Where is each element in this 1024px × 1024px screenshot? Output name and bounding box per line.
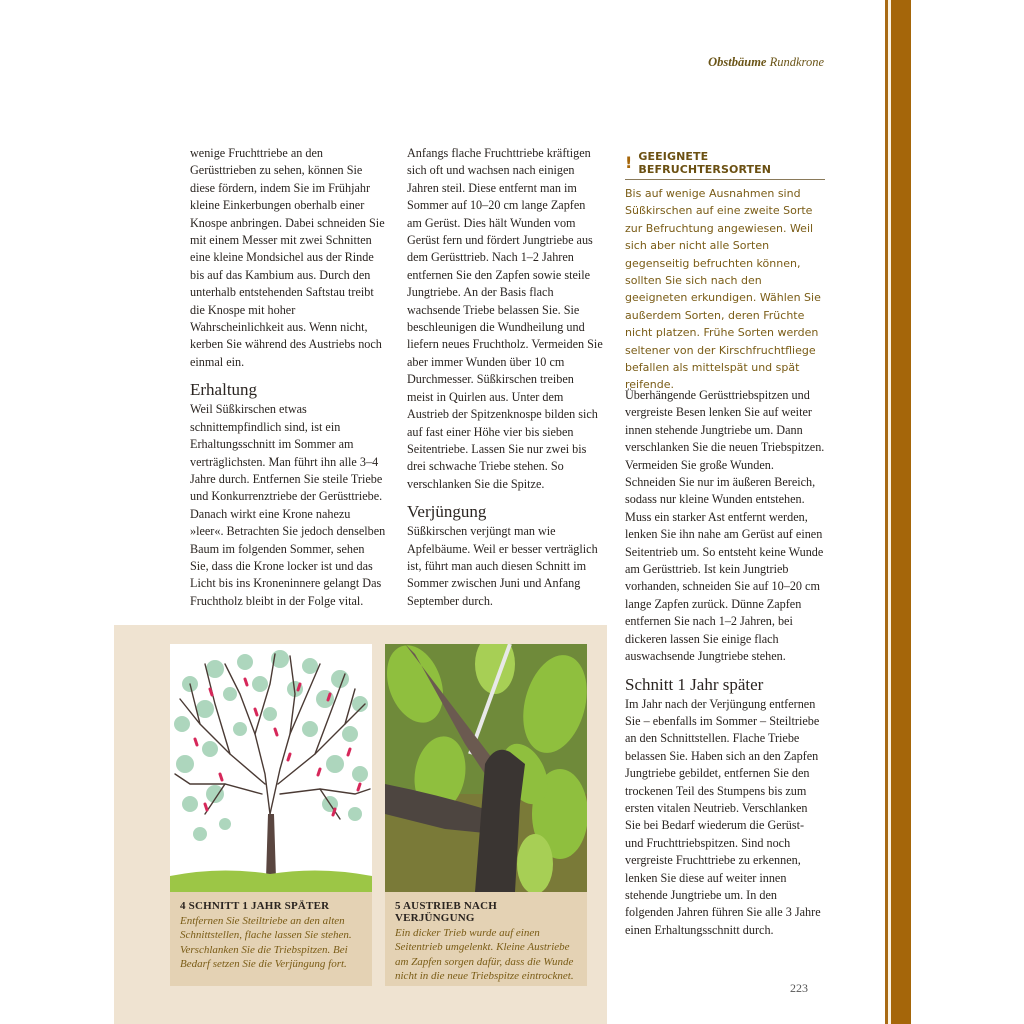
paragraph: Süßkirschen verjüngt man wie Apfelbäume. Weil er besser verträglich ist, führt man auch diesen Schnitt im Sommer zwischen Juni und Anfang September durch. [407, 524, 598, 608]
paragraph: Anfangs flache Fruchttriebe kräftigen sich oft und wachsen nach einigen Jahren steil. Diese entfernt man im Sommer auf 10–20 cm lange Zapfen am Gerüst. Dies hält Wunden vom Gerüst fern und fördert Jungtriebe aus dem Gerüsttrieb. Nach 1–2 Jahren entfernen Sie den Zapfen sowie steile Jungtriebe. An der Basis flach wachsende Triebe belassen Sie. Sie beschleunigen die Wundheilung und liefern neues Fruchtholz. Vermeiden Sie aber immer Wunden über 10 cm Durchmesser. Süßkirschen treiben meist in Quirlen aus. Unter dem Austrieb der Spitzenknospe bilden sich auf fast einer Höhe vier bis sieben Seitentriebe. Lassen Sie nur zwei bis drei schwache Triebe stehen. So verschlanken Sie die Spitze. [407, 146, 603, 491]
tip-text: Bis auf wenige Ausnahmen sind Süßkirschen auf eine zweite Sorte zur Befruchtung angewiesen. Weil sich aber nicht alle Sorten gegenseitig befruchten können, sollten Sie sich nach den geeigneten erkundigen. Wählen Sie außerdem Sorten, deren Früchte nicht platzen. Frühe Sorten werden seltener von der Kirschfruchtfliege befallen als mittelspät und spät reifende. [625, 187, 821, 392]
running-head-subsection: Rundkrone [769, 55, 824, 69]
tip-title: GEEIGNETE BEFRUCHTERSORTEN [638, 150, 772, 176]
figure-5 [385, 644, 587, 986]
tip-header [625, 150, 825, 180]
caption-text: Ein dicker Trieb wurde auf einen Seitentrieb umgelenkt. Kleine Austriebe am Zapfen sorgen dafür, dass die Wunde nicht in die neue Triebspitze eintrocknet. [395, 927, 574, 982]
page-edge-band [891, 0, 911, 1024]
caption-text: Entfernen Sie Steiltriebe an den alten Schnittstellen, flache lassen Sie stehen. Verschlanken Sie die Triebspitzen. Bei Bedarf setzen Sie die Verjüngung fort. [180, 915, 352, 970]
exclamation-icon: ! [625, 153, 633, 172]
running-head [708, 55, 824, 70]
cherry-branch-photo [385, 644, 587, 892]
tree-illustration [170, 644, 372, 892]
caption-title: 4 SCHNITT 1 JAHR SPÄTER [180, 900, 330, 912]
text-column-2 [407, 145, 603, 610]
figure-caption [170, 892, 372, 986]
caption-title: 5 AUSTRIEB NACH VERJÜNGUNG [395, 900, 498, 924]
heading-verjuengung: Verjüngung [407, 502, 487, 522]
paragraph: Im Jahr nach der Verjüngung entfernen Sie – ebenfalls im Sommer – Steiltriebe an den Schnittstellen. Flache Triebe belassen Sie. Haben sich an den Zapfen Jungtriebe gebildet, entfernen Sie den trockenen Teil des Stumpens bis zum ersten vitalen Neutrieb. Verschlanken Sie bei Bedarf wiederum die Gerüst- und Fruchttriebspitzen. Sind noch vergreiste Fruchttriebe zu erkennen, lenken Sie diese auf weiter innen stehende Jungtriebe um. In den folgenden Jahren führen Sie alle 3 Jahre einen Erhaltungsschnitt durch. [625, 696, 821, 937]
heading-schnitt-1-jahr-spaeter: Schnitt 1 Jahr später [625, 674, 764, 694]
running-head-section: Obstbäume [708, 55, 767, 69]
figure-caption [385, 892, 587, 986]
paragraph: Weil Süßkirschen etwas schnittempfindlich sind, ist ein Erhaltungsschnitt im Sommer am verträglichsten. Man führt ihn alle 3–4 Jahre durch. Entfernen Sie steile Triebe und Konkurrenztriebe der Gerüsttriebe. Danach wirkt eine Krone nahezu »leer«. Betrachten Sie jedoch denselben Baum im folgenden Sommer, sehen Sie, dass die Krone locker ist und das Licht bis ins Kroneninnere gelangt Das Fruchtholz bleibt in der Folge vital. [190, 402, 386, 608]
paragraph: wenige Fruchttriebe an den Gerüsttrieben zu sehen, können Sie diese fördern, indem Sie im Frühjahr kleine Einkerbungen oberhalb einer Knospe anbringen. Dabei schneiden Sie mit einem Messer mit zwei Schnitten eine kleine Mondsichel aus der Rinde bis auf das Kambium aus. Durch den unterhalb entstehenden Saftstau treibt die Knospe mit hoher Wahrscheinlichkeit aus. Wenn nicht, kerben Sie während des Austriebs noch einmal ein. [190, 146, 385, 369]
figure-4 [170, 644, 372, 986]
heading-erhaltung: Erhaltung [190, 380, 258, 400]
text-column-1 [190, 145, 386, 610]
tip-box [625, 150, 825, 394]
page-number: 223 [790, 981, 808, 995]
paragraph: Überhängende Gerüsttriebspitzen und vergreiste Besen lenken Sie auf weiter innen stehende Jungtriebe um. Dann verschlanken Sie die neuen Triebspitzen. Vermeiden Sie große Wunden. Schneiden Sie nur im äußeren Bereich, sodass nur kleine Wunden entstehen. Muss ein starker Ast entfernt werden, lenken Sie ihn nahe am Gerüst auf einen Seitentrieb um. So entsteht keine Wunde am Gerüsttrieb. Ist kein Jungtrieb vorhanden, schneiden Sie auf 10–20 cm lange Zapfen zurück. Dünne Zapfen entfernen Sie nach 1–2 Jahren, bei dickeren lassen Sie einige flach auswachsende Jungtriebe stehen. [625, 388, 825, 664]
text-column-3 [625, 387, 825, 939]
